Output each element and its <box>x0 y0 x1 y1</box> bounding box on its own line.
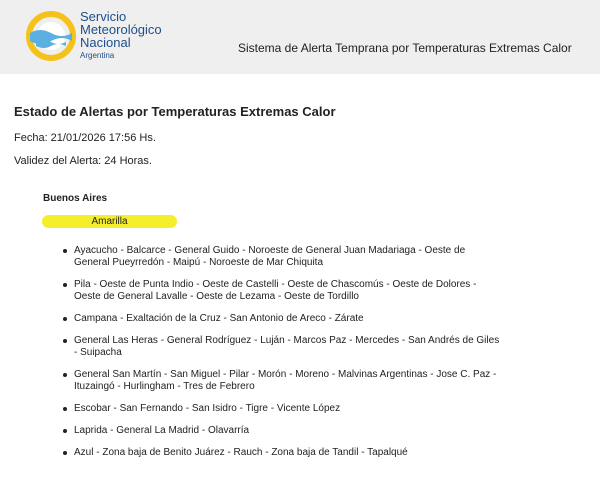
list-item: Azul - Zona baja de Benito Juárez - Rauch - Zona baja de Tandil - Tapalqué <box>60 447 500 459</box>
list-item: General Las Heras - General Rodríguez - Luján - Marcos Paz - Mercedes - San Andrés de Giles - Suipacha <box>60 335 500 359</box>
logo-line-1: Servicio <box>80 9 127 24</box>
list-item: Campana - Exaltación de la Cruz - San Antonio de Areco - Zárate <box>60 313 500 325</box>
list-item: General San Martín - San Miguel - Pilar - Morón - Moreno - Malvinas Argentinas - Jose C. Paz - Ituzaingó - Hurlingham - Tres de Febrero <box>60 369 500 393</box>
list-item: Ayacucho - Balcarce - General Guido - Noroeste de General Juan Madariaga - Oeste de General Pueyrredón - Maipú - Noroeste de Mar Chiquita <box>60 245 500 269</box>
list-item: Pila - Oeste de Punta Indio - Oeste de Castelli - Oeste de Chascomús - Oeste de Dolores - Oeste de General Lavalle - Oeste de Lezama - Oeste de Tordillo <box>60 279 500 303</box>
alert-validity: Validez del Alerta: 24 Horas. <box>14 155 152 167</box>
page-title: Estado de Alertas por Temperaturas Extremas Calor <box>14 104 336 119</box>
logo-text <box>80 10 162 61</box>
logo-line-2: Meteorológico <box>80 22 162 37</box>
smn-logo-icon <box>26 11 76 61</box>
zone-list <box>60 245 500 469</box>
list-item: Laprida - General La Madrid - Olavarría <box>60 425 500 437</box>
issue-date: Fecha: 21/01/2026 17:56 Hs. <box>14 132 156 144</box>
header-title: Sistema de Alerta Temprana por Temperaturas Extremas Calor <box>238 41 572 55</box>
alert-level-badge: Amarilla <box>42 215 177 228</box>
logo-line-3: Nacional <box>80 35 131 50</box>
header <box>0 0 600 74</box>
logo-line-4: Argentina <box>80 51 115 60</box>
list-item: Escobar - San Fernando - San Isidro - Tigre - Vicente López <box>60 403 500 415</box>
region-name: Buenos Aires <box>43 193 108 204</box>
